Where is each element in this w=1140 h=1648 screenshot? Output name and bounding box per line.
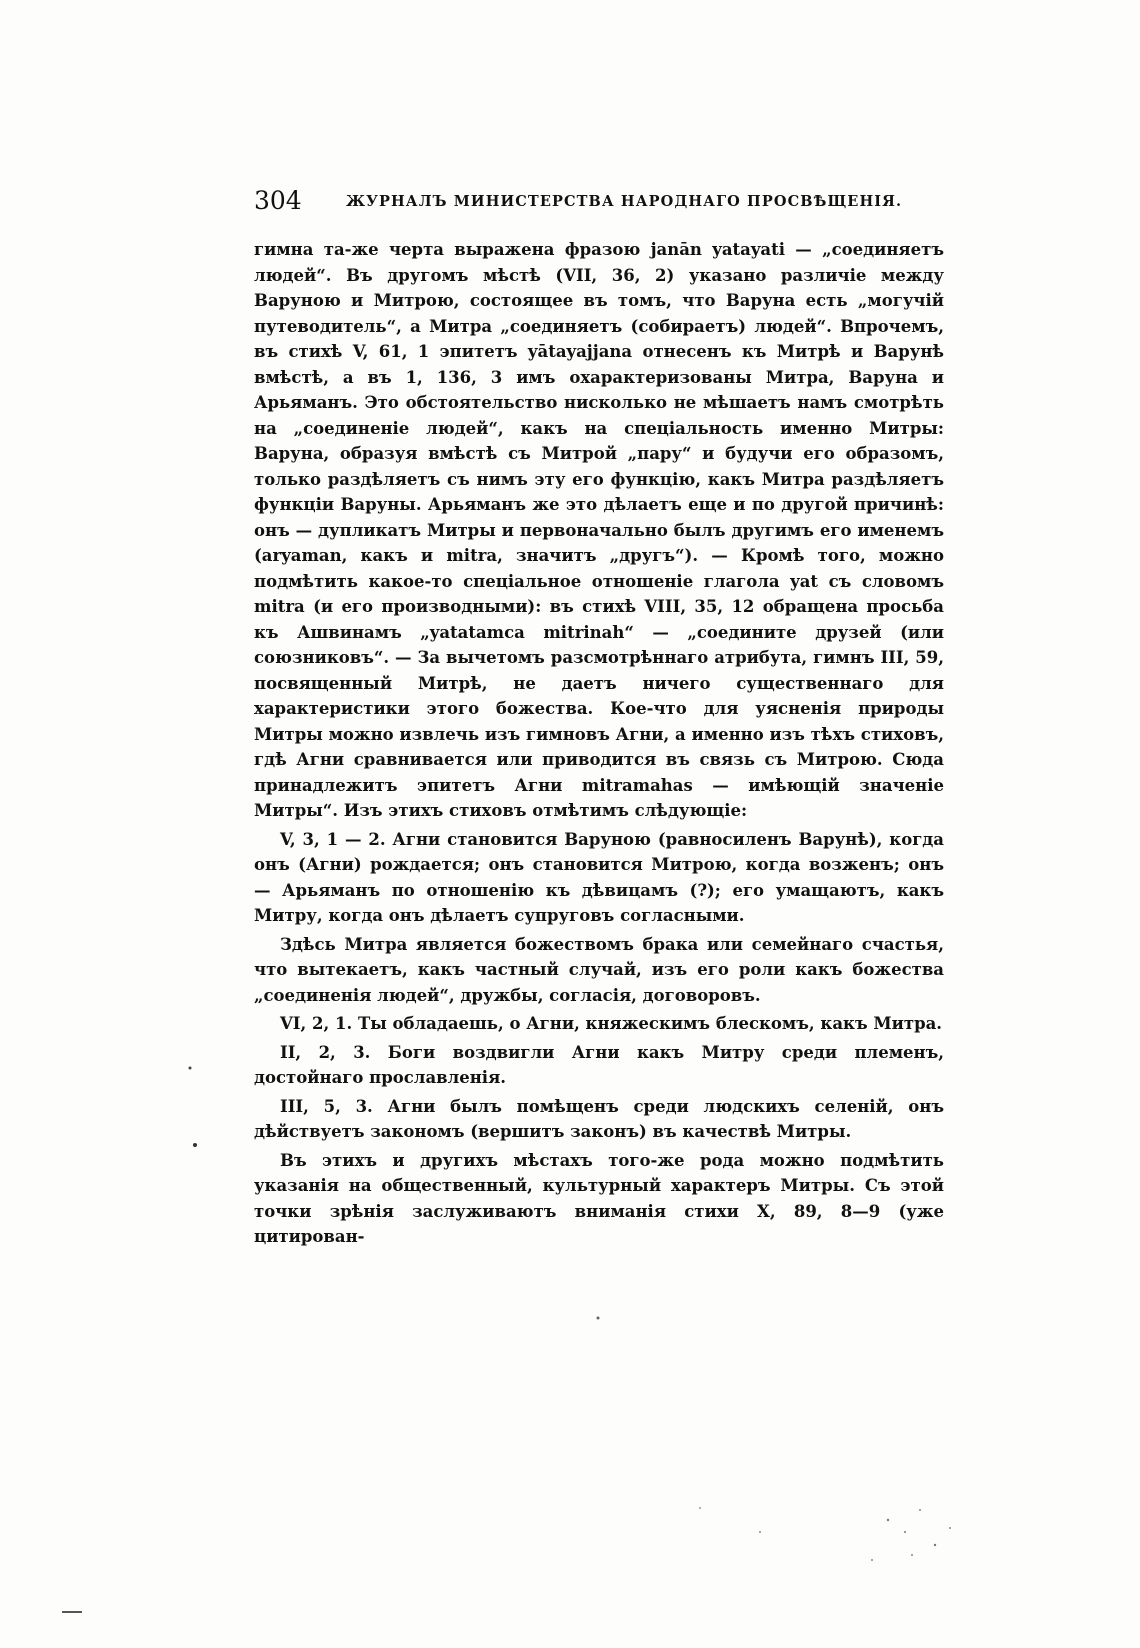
paragraph-verse-iii-5: III, 5, 3. Агни былъ помѣщенъ среди людскихъ селеній, онъ дѣйствуетъ закономъ (вершитъ законъ) въ качествѣ Митры. <box>254 1096 944 1141</box>
body-text <box>254 237 944 1250</box>
paragraph-verse-ii-2: II, 2, 3. Боги воздвигли Агни какъ Митру среди племенъ, достойнаго прославленія. <box>254 1042 944 1087</box>
paragraph-conclusion: Въ этихъ и другихъ мѣстахъ того-же рода можно подмѣтить указанія на общественный, культурный характеръ Митры. Съ этой точки зрѣнія заслуживаютъ вниманія стихи X, 89, 8—9 (уже цитирован- <box>254 1150 944 1246</box>
page-number: 304 <box>254 186 302 215</box>
running-head: ЖУРНАЛЪ МИНИСТЕРСТВА НАРОДНАГО ПРОСВѢЩЕНІЯ. <box>346 193 903 210</box>
page-header <box>254 186 944 220</box>
paragraph-verse-vi-2: VI, 2, 1. Ты обладаешь, о Агни, княжескимъ блескомъ, какъ Митра. <box>280 1014 943 1033</box>
paragraph-commentary: Здѣсь Митра является божествомъ брака или семейнаго счастья, что вытекаетъ, какъ частный случай, изъ его роли какъ божества „соединенія людей“, дружбы, согласія, договоровъ. <box>254 934 944 1005</box>
paragraph-verse-v-3: V, 3, 1 — 2. Агни становится Варуною (равносиленъ Варунѣ), когда онъ (Агни) рождается; онъ становится Митрою, когда возженъ; онъ — Арьяманъ по отношенію къ дѣвицамъ (?); его умащаютъ, какъ Митру, когда онъ дѣлаетъ супруговъ согласными. <box>254 829 944 925</box>
paragraph-intro: гимна та-же черта выражена фразою janān yatayati — „соединяетъ людей“. Въ другомъ мѣстѣ (VII, 36, 2) указано различіе между Варуною и Митрою, состоящее въ томъ, что Варуна есть „могучій путеводитель“, а Митра „соединяетъ (собираетъ) людей“. Впрочемъ, въ стихѣ V, 61, 1 эпитетъ yātayajjana отнесенъ къ Митрѣ и Варунѣ вмѣстѣ, а въ 1, 136, 3 имъ охарактеризованы Митра, Варуна и Арьяманъ. Это обстоятельство нисколько не мѣшаетъ намъ смотрѣть на „соединеніе людей“, какъ на спеціальность именно Митры: Варуна, образуя вмѣстѣ съ Митрой „пару“ и будучи его образомъ, только раздѣляетъ съ нимъ эту его функцію, какъ Митра раздѣляетъ функціи Варуны. Арьяманъ же это дѣлаетъ еще и по другой причинѣ: онъ — дупликатъ Митры и первоначально былъ другимъ его именемъ (aryaman, какъ и mitra, значитъ „другъ“). — Кромѣ того, можно подмѣтить какое-то спеціальное отношеніе глагола yat съ словомъ mitra (и его производными): въ стихѣ VIII, 35, 12 обращена просьба къ Ашвинамъ „yatatamca mitrinah“ — „соедините друзей (или союзниковъ“. — За вычетомъ разсмотрѣннаго атрибута, гимнъ III, 59, посвященный Митрѣ, не даетъ ничего существеннаго для характеристики этого божества. Кое-что для уясненія природы Митры можно извлечь изъ гимновъ Агни, а именно изъ тѣхъ стиховъ, гдѣ Агни сравнивается или приводится въ связь съ Митрою. Сюда принадлежитъ эпитетъ Агни mitramahas — имѣющій значеніе Митры“. Изъ этихъ стиховъ отмѣтимъ слѣдующіе: <box>254 240 944 820</box>
